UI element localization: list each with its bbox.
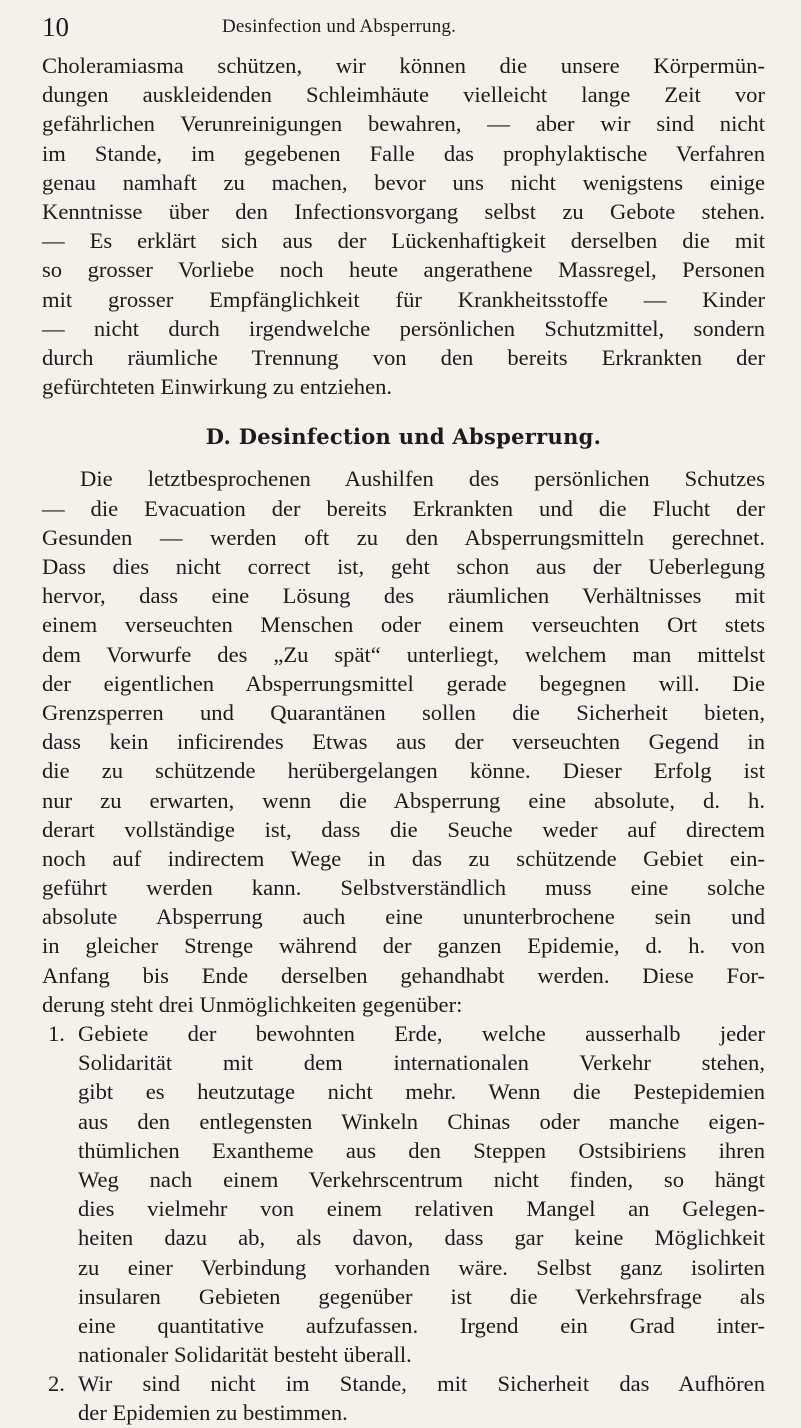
text-line: thümlichen Exantheme aus den Steppen Ostsibiriens ihren <box>78 1137 765 1163</box>
section-heading: D. Desinfection und Absperrung. <box>205 424 602 450</box>
text-line: dies vielmehr von einem relativen Mangel an Gelegen- <box>78 1196 765 1222</box>
text-line: hervor, dass eine Lösung des räumlichen Verhältnisses mit <box>42 583 765 609</box>
text-line: Solidarität mit dem internationalen Verkehr stehen, <box>78 1050 765 1076</box>
text-line: Gesunden — werden oft zu den Absperrungsmitteln gerechnet. <box>42 524 765 550</box>
text-line: derart vollständige ist, dass die Seuche weder auf directem <box>42 816 765 842</box>
text-line: so grosser Vorliebe noch heute angerathene Massregel, Personen <box>42 257 765 283</box>
body-text <box>42 51 765 1428</box>
running-title: Desinfection und Absperrung. <box>222 16 457 37</box>
text-line: im Stande, im gegebenen Falle das prophylaktische Verfahren <box>42 140 765 166</box>
text-line: noch auf indirectem Wege in das zu schützende Gebiet ein- <box>42 845 765 871</box>
list-number: 1. <box>48 1021 65 1046</box>
text-line: Anfang bis Ende derselben gehandhabt werden. Diese For- <box>42 962 765 988</box>
text-line: dungen auskleidenden Schleimhäute vielleicht lange Zeit vor <box>42 82 765 108</box>
list-text: Wir sind nicht im Stande, mit Sicherheit das Aufhören <box>78 1371 765 1397</box>
text-line: geführt werden kann. Selbstverständlich muss eine solche <box>42 875 765 901</box>
list-text: Gebiete der bewohnten Erde, welche ausserhalb jeder <box>78 1021 765 1046</box>
text-line: heiten dazu ab, als davon, dass gar keine Möglichkeit <box>78 1225 765 1251</box>
page-header <box>0 6 801 46</box>
text-line: Dass dies nicht correct ist, geht schon aus der Ueberlegung <box>42 554 765 579</box>
text-line: der eigentlichen Absperrungsmittel gerade begegnen will. Die <box>42 670 765 696</box>
text-line: eine quantitative aufzufassen. Irgend ein Grad inter- <box>78 1312 765 1338</box>
text-line: derung steht drei Unmöglichkeiten gegenüber: <box>42 991 463 1017</box>
text-line: Die letztbesprochenen Aushilfen des persönlichen Schutzes <box>80 466 765 492</box>
text-line: die zu schützende herübergelangen könne. Dieser Erfolg ist <box>42 758 765 784</box>
text-line: — Es erklärt sich aus der Lückenhaftigkeit derselben die mit <box>42 228 765 254</box>
text-line: genau namhaft zu machen, bevor uns nicht wenigstens einige <box>42 169 765 195</box>
text-line: insularen Gebieten gegenüber ist die Verkehrsfrage als <box>78 1283 765 1309</box>
text-line: Grenzsperren und Quarantänen sollen die Sicherheit bieten, <box>42 699 765 725</box>
text-line: aus den entlegensten Winkeln Chinas oder manche eigen- <box>78 1108 765 1134</box>
text-line <box>42 1369 765 1398</box>
text-line: mit grosser Empfänglichkeit für Krankheitsstoffe — Kinder <box>42 286 765 312</box>
text-line: dass kein inficirendes Etwas aus der verseuchten Gegend in <box>42 729 765 755</box>
text-line <box>42 1019 765 1048</box>
text-line: der Epidemien zu bestimmen. <box>78 1400 348 1426</box>
paragraph-2 <box>42 464 765 1019</box>
text-line: Weg nach einem Verkehrscentrum nicht finden, so hängt <box>78 1166 765 1192</box>
text-line: gibt es heutzutage nicht mehr. Wenn die Pestepidemien <box>78 1079 765 1105</box>
text-line: — nicht durch irgendwelche persönlichen Schutzmittel, sondern <box>42 315 765 341</box>
text-line: dem Vorwurfe des „Zu spät“ unterliegt, welchem man mittelst <box>42 641 765 667</box>
text-line: gefährlichen Verunreinigungen bewahren, — aber wir sind nicht <box>42 111 765 137</box>
list-number: 2. <box>48 1371 65 1397</box>
text-line: Choleramiasma schützen, wir können die unsere Körpermün- <box>42 53 765 78</box>
text-line: durch räumliche Trennung von den bereits Erkrankten der <box>42 344 765 370</box>
text-line: — die Evacuation der bereits Erkrankten und die Flucht der <box>42 495 765 521</box>
text-line: in gleicher Strenge während der ganzen Epidemie, d. h. von <box>42 933 765 959</box>
text-line: gefürchteten Einwirkung zu entziehen. <box>42 374 393 400</box>
text-line: nationaler Solidarität besteht überall. <box>78 1342 412 1368</box>
text-line: nur zu erwarten, wenn die Absperrung eine absolute, d. h. <box>42 787 765 813</box>
text-line: Kenntnisse über den Infectionsvorgang selbst zu Gebote stehen. <box>42 198 765 224</box>
list-item-2 <box>42 1369 765 1427</box>
text-line: zu einer Verbindung vorhanden wäre. Selbst ganz isolirten <box>78 1254 765 1280</box>
page-number: 10 <box>42 12 69 42</box>
text-line: absolute Absperrung auch eine ununterbrochene sein und <box>42 904 765 930</box>
paragraph-1 <box>42 51 765 401</box>
text-line: einem verseuchten Menschen oder einem verseuchten Ort stets <box>42 612 765 638</box>
list-item-1 <box>42 1019 765 1369</box>
